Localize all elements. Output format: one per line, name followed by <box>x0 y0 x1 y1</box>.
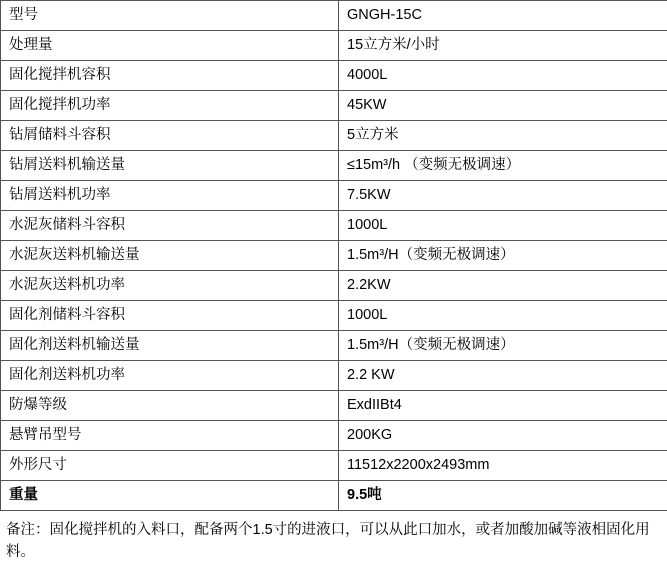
spec-value: 15立方米/小时 <box>339 31 667 61</box>
spec-value: GNGH-15C <box>339 1 667 31</box>
spec-label: 固化剂送料机输送量 <box>1 331 339 361</box>
table-row <box>1 1 667 31</box>
table-row <box>1 211 667 241</box>
spec-value: 1.5m³/H（变频无极调速） <box>339 241 667 271</box>
spec-label: 钻屑送料机功率 <box>1 181 339 211</box>
spec-value: 5立方米 <box>339 121 667 151</box>
spec-label: 水泥灰送料机功率 <box>1 271 339 301</box>
table-row <box>1 121 667 151</box>
table-row <box>1 241 667 271</box>
table-row <box>1 451 667 481</box>
spec-label: 钻屑储料斗容积 <box>1 121 339 151</box>
table-row <box>1 301 667 331</box>
table-row <box>1 481 667 511</box>
table-row <box>1 181 667 211</box>
spec-value: 11512x2200x2493mm <box>339 451 667 481</box>
spec-value: 4000L <box>339 61 667 91</box>
spec-value: 2.2KW <box>339 271 667 301</box>
spec-label: 水泥灰储料斗容积 <box>1 211 339 241</box>
spec-value: 7.5KW <box>339 181 667 211</box>
spec-value: ExdIIBt4 <box>339 391 667 421</box>
table-row <box>1 61 667 91</box>
table-row <box>1 91 667 121</box>
spec-value: 200KG <box>339 421 667 451</box>
spec-value: 1000L <box>339 301 667 331</box>
table-row <box>1 31 667 61</box>
table-row <box>1 151 667 181</box>
table-row <box>1 391 667 421</box>
spec-label: 处理量 <box>1 31 339 61</box>
spec-label: 重量 <box>1 481 339 511</box>
spec-label: 防爆等级 <box>1 391 339 421</box>
spec-label: 固化剂送料机功率 <box>1 361 339 391</box>
spec-value: 1000L <box>339 211 667 241</box>
spec-label: 水泥灰送料机输送量 <box>1 241 339 271</box>
table-row <box>1 361 667 391</box>
spec-value: 1.5m³/H（变频无极调速） <box>339 331 667 361</box>
spec-value: 45KW <box>339 91 667 121</box>
spec-value: ≤15m³/h （变频无极调速） <box>339 151 667 181</box>
note-text: 备注：固化搅拌机的入料口，配备两个1.5寸的进液口，可以从此口加水，或者加酸加碱等液相固化用料。 <box>0 511 667 568</box>
spec-label: 外形尺寸 <box>1 451 339 481</box>
table-row <box>1 271 667 301</box>
spec-label: 钻屑送料机输送量 <box>1 151 339 181</box>
spec-value: 9.5吨 <box>339 481 667 511</box>
specification-table-body <box>1 1 667 511</box>
spec-label: 悬臂吊型号 <box>1 421 339 451</box>
spec-value: 2.2 KW <box>339 361 667 391</box>
spec-label: 固化搅拌机容积 <box>1 61 339 91</box>
table-row <box>1 421 667 451</box>
table-row <box>1 331 667 361</box>
spec-label: 固化剂储料斗容积 <box>1 301 339 331</box>
spec-label: 固化搅拌机功率 <box>1 91 339 121</box>
spec-label: 型号 <box>1 1 339 31</box>
